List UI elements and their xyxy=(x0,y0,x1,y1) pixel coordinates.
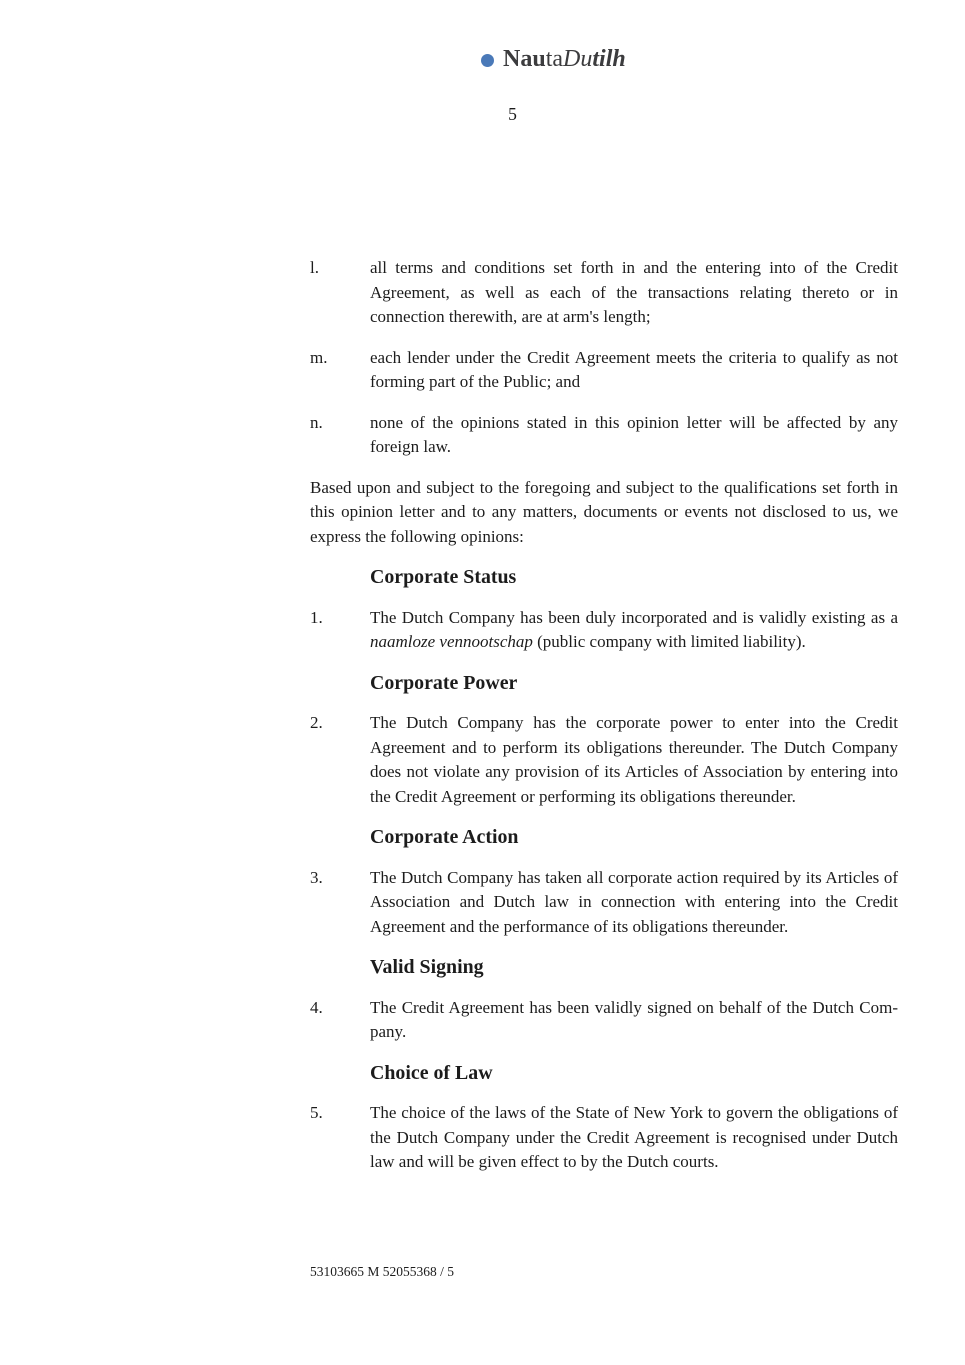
nautadutilh-logo xyxy=(481,46,626,73)
opinion-item-2 xyxy=(310,711,898,809)
intro-paragraph: Based upon and subject to the foregoing and subject to the qualifications set forth in this opinion letter and to any matters, documents or events not disclosed to us, we express the following opinions: xyxy=(310,477,898,546)
logo-dot-icon xyxy=(481,54,494,67)
item-number: 4. xyxy=(310,997,323,1017)
logo-part-bold-italic: tilh xyxy=(592,46,626,72)
heading-choice-of-law: Choice of Law xyxy=(370,1061,493,1084)
item-number: 5. xyxy=(310,1103,323,1122)
item-text: The Credit Agreement has been validly signed on behalf of the Dutch Company. xyxy=(370,997,898,1041)
item-text: The Dutch Company has taken all corporate action required by its Articles of Association and Dutch law in connection with entering into the Credit Agreement and the performance of its obligations thereunder. xyxy=(370,867,898,936)
heading-corporate-action: Corporate Action xyxy=(370,826,519,848)
lettered-item-l xyxy=(310,256,898,330)
logo-wordmark xyxy=(503,46,626,73)
heading-corporate-power: Corporate Power xyxy=(370,671,518,694)
item-text: The Dutch Company has the corporate power to enter into the Credit Agreement and to perform its obligations thereunder. The Dutch Company does not violate any provision of its Articles of Association by entering into the Credit Agreement or performing its obligations thereunder. xyxy=(370,713,898,806)
item-text-before: The Dutch Company has been duly incorporated and is validly existing as a xyxy=(370,607,898,627)
opinion-item-3 xyxy=(310,866,898,940)
logo-part-regular: ta xyxy=(545,46,564,72)
logo-part-bold: Nau xyxy=(503,46,546,72)
item-text: each lender under the Credit Agreement meets the criteria to qualify as not forming part of the Public; and xyxy=(370,347,898,391)
item-label: n. xyxy=(310,412,323,432)
opinion-item-5 xyxy=(310,1101,898,1175)
item-number: 3. xyxy=(310,867,323,887)
doc-body xyxy=(310,256,898,1191)
item-text: all terms and conditions set forth in and the entering into of the Credit Agreement, as well as each of the transactions relating thereto or in connection therewith, are at arm's length; xyxy=(370,258,898,326)
item-text-italic: naamloze vennootschap xyxy=(370,632,533,651)
opinion-item-1 xyxy=(310,606,898,655)
item-number: 2. xyxy=(310,713,323,732)
page-number: 5 xyxy=(508,104,517,124)
document-reference: 53103665 M 52055368 / 5 xyxy=(310,1264,455,1279)
item-number: 1. xyxy=(310,607,323,627)
item-label: l. xyxy=(310,258,319,277)
item-label: m. xyxy=(310,347,328,367)
item-text: The choice of the laws of the State of New York to govern the obligations of the Dutch Company under the Credit Agreement is recognised under Dutch law and will be given effect to by the Dutch courts. xyxy=(370,1103,898,1171)
heading-valid-signing: Valid Signing xyxy=(370,956,484,978)
item-text xyxy=(370,606,898,655)
lettered-item-m xyxy=(310,346,898,395)
item-text: none of the opinions stated in this opinion letter will be affected by any foreign law. xyxy=(370,412,898,456)
lettered-item-n xyxy=(310,411,898,460)
item-text-after: (public company with limited liability). xyxy=(532,632,806,651)
logo-part-italic: Du xyxy=(563,46,593,72)
opinion-item-4 xyxy=(310,996,898,1045)
heading-corporate-status: Corporate Status xyxy=(370,566,517,588)
